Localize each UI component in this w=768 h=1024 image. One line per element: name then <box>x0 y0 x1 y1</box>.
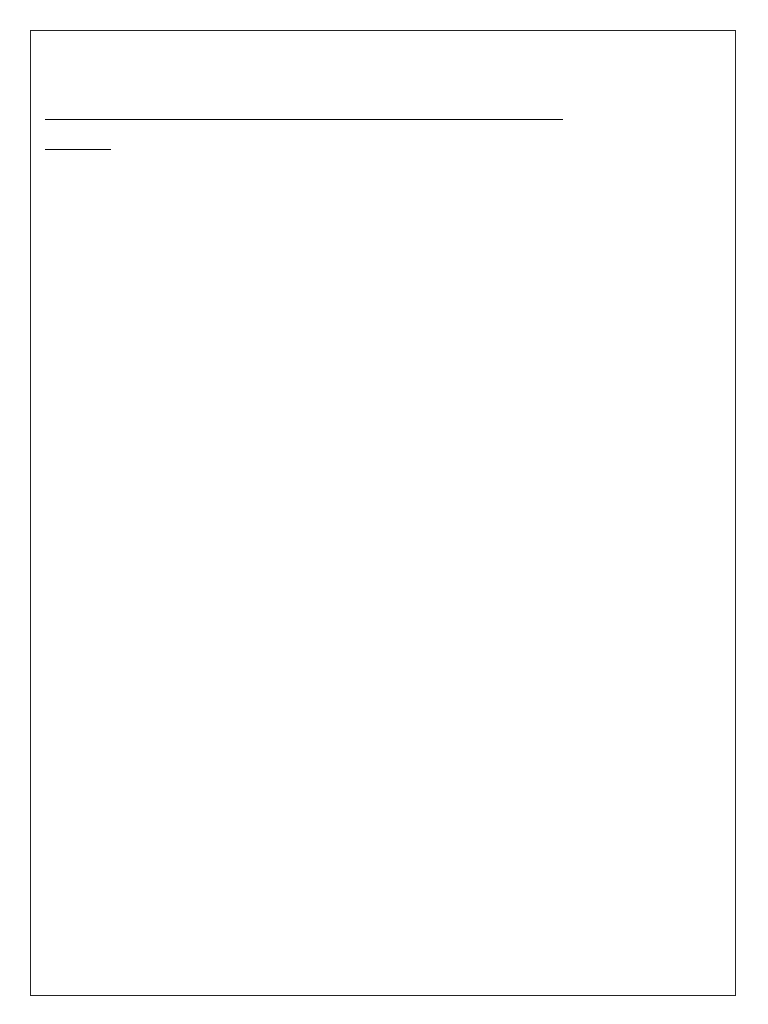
teacher-line-continued[interactable] <box>45 128 111 156</box>
question-1 <box>392 222 722 251</box>
teacher-field[interactable] <box>45 98 563 126</box>
teacher-line[interactable] <box>45 99 563 120</box>
page-frame <box>30 30 736 996</box>
